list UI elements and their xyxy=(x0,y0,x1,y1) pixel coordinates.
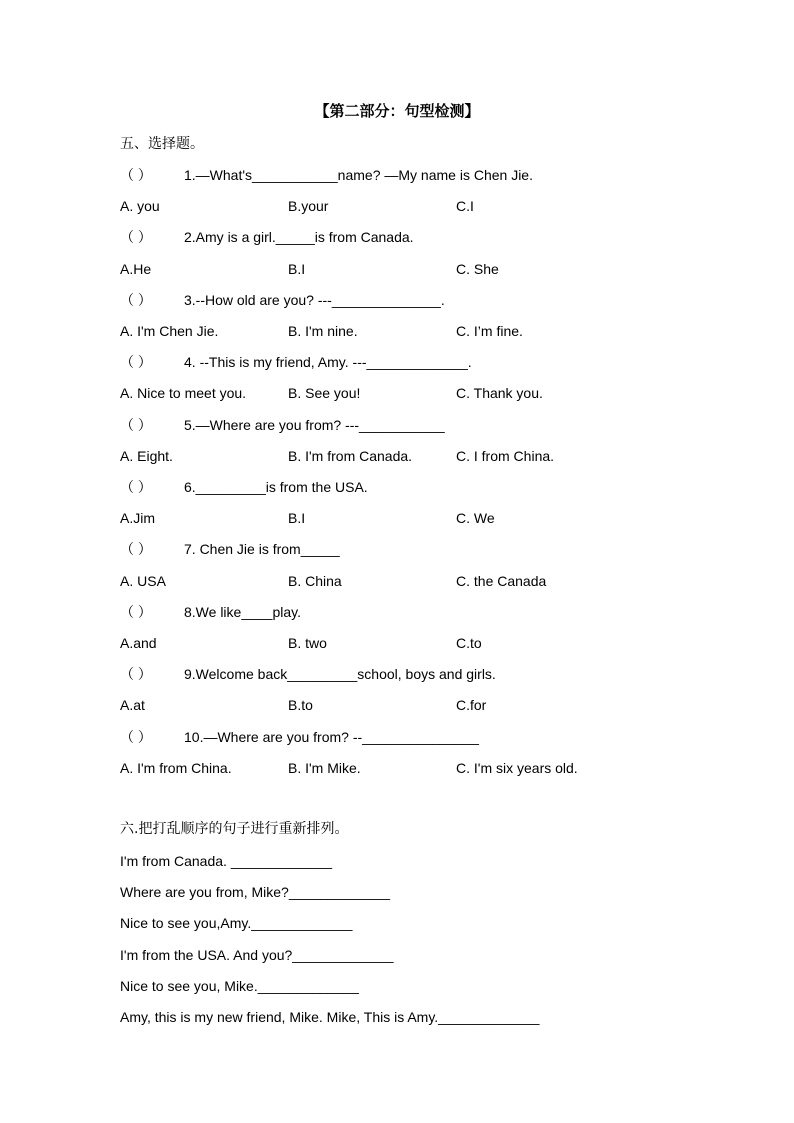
question-text: 2.Amy is a girl._____is from Canada. xyxy=(184,229,414,246)
option-b: B. two xyxy=(288,634,327,651)
option-a: A. Eight. xyxy=(120,447,173,464)
option-b: B.I xyxy=(288,510,306,527)
arrange-sentence: I'm from Canada. _____________ xyxy=(120,853,333,869)
option-a: A.He xyxy=(120,260,152,277)
arrange-sentence: Nice to see you,Amy._____________ xyxy=(120,915,353,932)
question-text: 1.—What's___________name? —My name is Chen Jie. xyxy=(184,167,533,183)
answer-blank: （ ） xyxy=(120,229,152,246)
question-text: 6._________is from the USA. xyxy=(184,478,368,495)
question-item xyxy=(120,727,720,789)
option-b: B. I'm nine. xyxy=(288,322,358,339)
answer-blank: （ ） xyxy=(120,541,152,558)
arrange-sentence: I'm from the USA. And you?_____________ xyxy=(120,946,394,963)
option-b: B.your xyxy=(288,198,329,215)
question-stem xyxy=(120,352,720,383)
answer-blank: （ ） xyxy=(120,291,152,308)
option-a: A.Jim xyxy=(120,510,155,527)
question-item xyxy=(120,477,720,539)
answer-blank: （ ） xyxy=(120,666,152,683)
question-text: 8.We like____play. xyxy=(184,603,301,620)
question-stem xyxy=(120,539,720,570)
section-heading-arrange: 六.把打乱顺序的句子进行重新排列。 xyxy=(120,821,349,837)
arrange-sentence: Nice to see you, Mike._____________ xyxy=(120,977,359,994)
option-c: C. I’m fine. xyxy=(456,322,523,339)
option-a: A. USA xyxy=(120,572,166,589)
question-stem xyxy=(120,165,720,196)
question-item xyxy=(120,602,720,664)
option-b: B. I'm from Canada. xyxy=(288,447,413,464)
option-c: C.for xyxy=(456,697,487,714)
question-stem xyxy=(120,477,720,508)
question-stem xyxy=(120,290,720,321)
option-c: C.I xyxy=(456,198,474,215)
answer-blank: （ ） xyxy=(120,416,152,433)
option-row xyxy=(120,259,720,290)
arrange-sentence: Amy, this is my new friend, Mike. Mike, This is Amy._____________ xyxy=(120,1008,540,1025)
answer-blank: （ ） xyxy=(120,728,152,745)
question-item xyxy=(120,290,720,352)
question-stem xyxy=(120,602,720,633)
option-row xyxy=(120,758,720,789)
option-row xyxy=(120,571,720,602)
option-a: A. Nice to meet you. xyxy=(120,385,247,402)
option-c: C. the Canada xyxy=(456,572,547,589)
option-a: A.at xyxy=(120,697,145,714)
option-c: C. Thank you. xyxy=(456,385,543,402)
option-row xyxy=(120,633,720,664)
question-item xyxy=(120,352,720,414)
option-row xyxy=(120,321,720,352)
option-c: C.to xyxy=(456,634,482,651)
option-c: C. We xyxy=(456,510,495,527)
question-text: 3.--How old are you? ---______________. xyxy=(184,291,445,308)
section-heading-choice: 五、选择题。 xyxy=(120,136,204,152)
option-a: A.and xyxy=(120,634,157,651)
question-stem xyxy=(120,727,720,758)
question-stem xyxy=(120,227,720,258)
option-b: B.I xyxy=(288,260,306,277)
option-c: C. She xyxy=(456,260,499,277)
question-item xyxy=(120,664,720,726)
question-text: 7. Chen Jie is from_____ xyxy=(184,541,340,558)
option-b: B.to xyxy=(288,697,313,714)
option-row xyxy=(120,695,720,726)
question-item xyxy=(120,227,720,289)
option-a: A. you xyxy=(120,198,160,215)
question-text: 10.—Where are you from? --_______________ xyxy=(184,728,479,745)
question-text: 5.—Where are you from? ---___________ xyxy=(184,416,445,433)
arrange-sentence: Where are you from, Mike?_____________ xyxy=(120,884,391,901)
arrange-sentence-list xyxy=(120,851,720,1038)
option-b: B. I'm Mike. xyxy=(288,759,361,776)
choice-question-list xyxy=(120,165,720,789)
option-row xyxy=(120,383,720,414)
option-a: A. I'm Chen Jie. xyxy=(120,322,219,339)
option-row xyxy=(120,508,720,539)
question-text: 9.Welcome back_________school, boys and girls. xyxy=(184,666,496,683)
answer-blank: （ ） xyxy=(120,167,152,183)
option-b: B. China xyxy=(288,572,342,589)
option-c: C. I'm six years old. xyxy=(456,759,578,776)
question-stem xyxy=(120,664,720,695)
option-c: C. I from China. xyxy=(456,447,555,464)
answer-blank: （ ） xyxy=(120,478,152,495)
option-b: B. See you! xyxy=(288,385,361,402)
question-stem xyxy=(120,415,720,446)
question-item xyxy=(120,415,720,477)
page-title: 【第二部分：句型检测】 xyxy=(314,102,480,120)
question-item xyxy=(120,539,720,601)
question-text: 4. --This is my friend, Amy. ---_____________. xyxy=(184,354,472,371)
answer-blank: （ ） xyxy=(120,603,152,620)
option-row xyxy=(120,196,720,227)
option-row xyxy=(120,446,720,477)
answer-blank: （ ） xyxy=(120,354,152,371)
question-item xyxy=(120,165,720,227)
option-a: A. I'm from China. xyxy=(120,759,232,776)
